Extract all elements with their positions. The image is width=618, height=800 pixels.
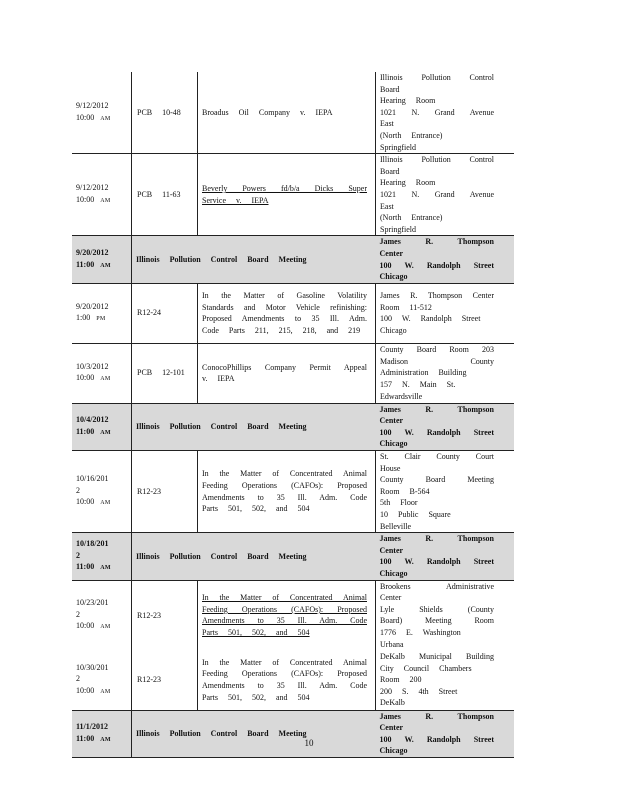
location-line: 10 Public Square [380,510,451,520]
location-line: James R. Thompson Center [379,711,494,733]
location-line: Edwardsville [380,391,423,401]
location-cell [376,710,515,757]
ampm: AM [100,262,111,269]
location-line: Room 200 [380,675,422,685]
matter-cell [198,154,376,236]
location-line: County Board Room 203 [380,345,494,355]
date-cell [72,403,132,450]
case-cell: PCB 12-101 [132,343,198,403]
meeting-row [72,710,514,757]
location-line: 200 S. 4th Street [380,686,458,696]
table-row [72,580,514,650]
location-line: 100 W. Randolph Street [379,734,494,744]
table-row [72,283,514,343]
date-cell [72,710,132,757]
location-cell [376,403,515,450]
matter-text: ConocoPhillips Company Permit Appeal v. IEPA [202,362,367,384]
location-line: 5th Floor [380,498,418,508]
location-line: Madison County Administration Building [380,356,494,378]
date: 10/18/201 [76,539,109,549]
date: 10/3/2012 [76,361,109,371]
date: 10/4/2012 [76,415,109,425]
location-line: (North Entrance) [380,130,443,140]
date-cell [72,580,132,650]
ampm: AM [100,115,111,122]
location-line: Springfield [380,224,416,234]
date-wrap: 2 [76,674,80,684]
time: 10:00 [76,112,95,122]
matter-cell [198,650,376,710]
location-cell [376,451,515,533]
matter-text: In the Matter of Concentrated Animal Feeding Operations (CAFOs): Proposed Amendments to 35 Ill. Adm. Code Parts 501, 502, and 504 [202,657,367,702]
table-row [72,154,514,236]
location-line: James R. Thompson Center [379,404,494,426]
hearing-calendar-table [72,72,514,758]
date-cell [72,72,132,154]
date-cell [72,236,132,283]
location-line: Chicago [380,325,407,335]
matter-cell [198,283,376,343]
location-line: James R. Thompson Center [380,291,494,300]
location-line: 100 W. Randolph Street [379,557,494,567]
location-line: Chicago [379,439,408,449]
matter-text: Beverly Powers fd/b/a Dicks Super Service v. IEPA [202,184,367,205]
location-line: (North Entrance) [380,213,443,223]
date: 10/16/201 [76,474,109,484]
ampm: AM [100,565,111,572]
time: 10:00 [76,621,95,631]
ampm: AM [100,688,111,695]
location-cell [376,154,515,236]
location-line: 100 W. Randolph Street [379,260,494,270]
ampm: AM [100,376,111,383]
location-cell [376,72,515,154]
location-line: City Council Chambers [380,663,472,673]
location-line: 1021 N. Grand Avenue East [380,107,494,129]
time: 1:00 [76,313,91,323]
time: 11:00 [76,562,95,572]
location-cell [376,236,515,283]
location-line: Chicago [379,746,408,756]
meeting-title: Illinois Pollution Control Board Meeting [132,236,376,283]
date-wrap: 2 [76,550,80,560]
time: 10:00 [76,497,95,507]
location-line: Illinois Pollution Control Board [380,73,494,94]
case-cell: PCB 11-63 [132,154,198,236]
location-line: Chicago [379,569,408,578]
location-cell [376,533,515,580]
time: 10:00 [76,194,95,204]
location-line: Hearing Room [380,178,436,188]
ampm: AM [100,197,111,204]
date: 9/12/2012 [76,183,109,193]
matter-cell [198,343,376,403]
date: 9/20/2012 [76,301,109,311]
time: 10:00 [76,685,95,695]
meeting-title: Illinois Pollution Control Board Meeting [132,533,376,580]
time: 11:00 [76,733,95,743]
date-wrap: 2 [76,609,80,619]
matter-text: In the Matter of Gasoline Volatility Standards and Motor Vehicle refinishing: Proposed Amendments to 35 Ill. Adm. Code Parts 211, 215, 218, and 219 [202,291,367,335]
time: 11:00 [76,426,95,436]
location-line: 1021 N. Grand Avenue East [380,189,494,211]
location-cell [376,343,515,403]
location-line: James R. Thompson Center [379,534,494,555]
ampm: PM [96,316,106,323]
date-cell [72,451,132,533]
time: 11:00 [76,259,95,269]
location-line: Brookens Administrative Center [380,581,494,603]
location-line: DeKalb [380,698,405,708]
location-line: Urbana [380,639,404,649]
location-cell [376,650,515,710]
time: 10:00 [76,373,95,383]
location-line: 157 N. Main St. [380,379,456,389]
ampm: AM [100,429,111,436]
matter-cell [198,451,376,533]
date-cell [72,650,132,710]
meeting-row [72,403,514,450]
location-line: Lyle Shields (County Board) Meeting Room [380,604,494,626]
meeting-row [72,236,514,283]
table-row [72,451,514,533]
location-line: Illinois Pollution Control Board [380,155,494,176]
matter-text: Broadus Oil Company v. IEPA [202,107,333,117]
location-line: Springfield [380,142,416,152]
location-line: St. Clair County Court House [380,452,494,473]
page-number: 10 [304,738,314,748]
ampm: AM [100,736,111,743]
date-cell [72,154,132,236]
location-line: James R. Thompson Center [379,237,494,258]
meeting-title: Illinois Pollution Control Board Meeting [132,710,376,757]
date: 9/12/2012 [76,100,109,110]
date-wrap: 2 [76,485,80,495]
meeting-title: Illinois Pollution Control Board Meeting [132,403,376,450]
matter-cell [198,72,376,154]
location-cell [376,283,515,343]
case-cell: R12-24 [132,283,198,343]
location-line: Hearing Room [380,96,436,106]
ampm: AM [100,624,111,631]
ampm: AM [100,500,111,507]
table-row [72,72,514,154]
case-cell: R12-23 [132,580,198,650]
date: 11/1/2012 [76,722,109,732]
date-cell [72,343,132,403]
location-line: Room 11-512 [380,302,432,312]
location-line: Chicago [379,272,408,282]
case-cell: PCB 10-48 [132,72,198,154]
location-line: 100 W. Randolph Street [380,314,481,324]
date-cell [72,283,132,343]
location-line: 100 W. Randolph Street [379,427,494,437]
case-cell: R12-23 [132,650,198,710]
matter-text: In the Matter of Concentrated Animal Feeding Operations (CAFOs): Proposed Amendments to 35 Ill. Adm. Code Parts 501, 502, and 504 [202,469,367,514]
meeting-row [72,533,514,580]
location-line: Belleville [380,521,412,531]
date: 10/30/201 [76,662,109,672]
location-cell [376,580,515,650]
table-row [72,650,514,710]
case-cell: R12-23 [132,451,198,533]
table-row [72,343,514,403]
date: 9/20/2012 [76,247,109,257]
location-line: County Board Meeting Room B-564 [380,475,494,496]
matter-text: In the Matter of Concentrated Animal Feeding Operations (CAFOs): Proposed Amendments to 35 Ill. Adm. Code Parts 501, 502, and 504 [202,593,367,637]
location-line: 1776 E. Washington [380,627,461,637]
location-line: DeKalb Municipal Building [380,651,494,661]
date: 10/23/201 [76,597,109,607]
date-cell [72,533,132,580]
matter-cell [198,580,376,650]
